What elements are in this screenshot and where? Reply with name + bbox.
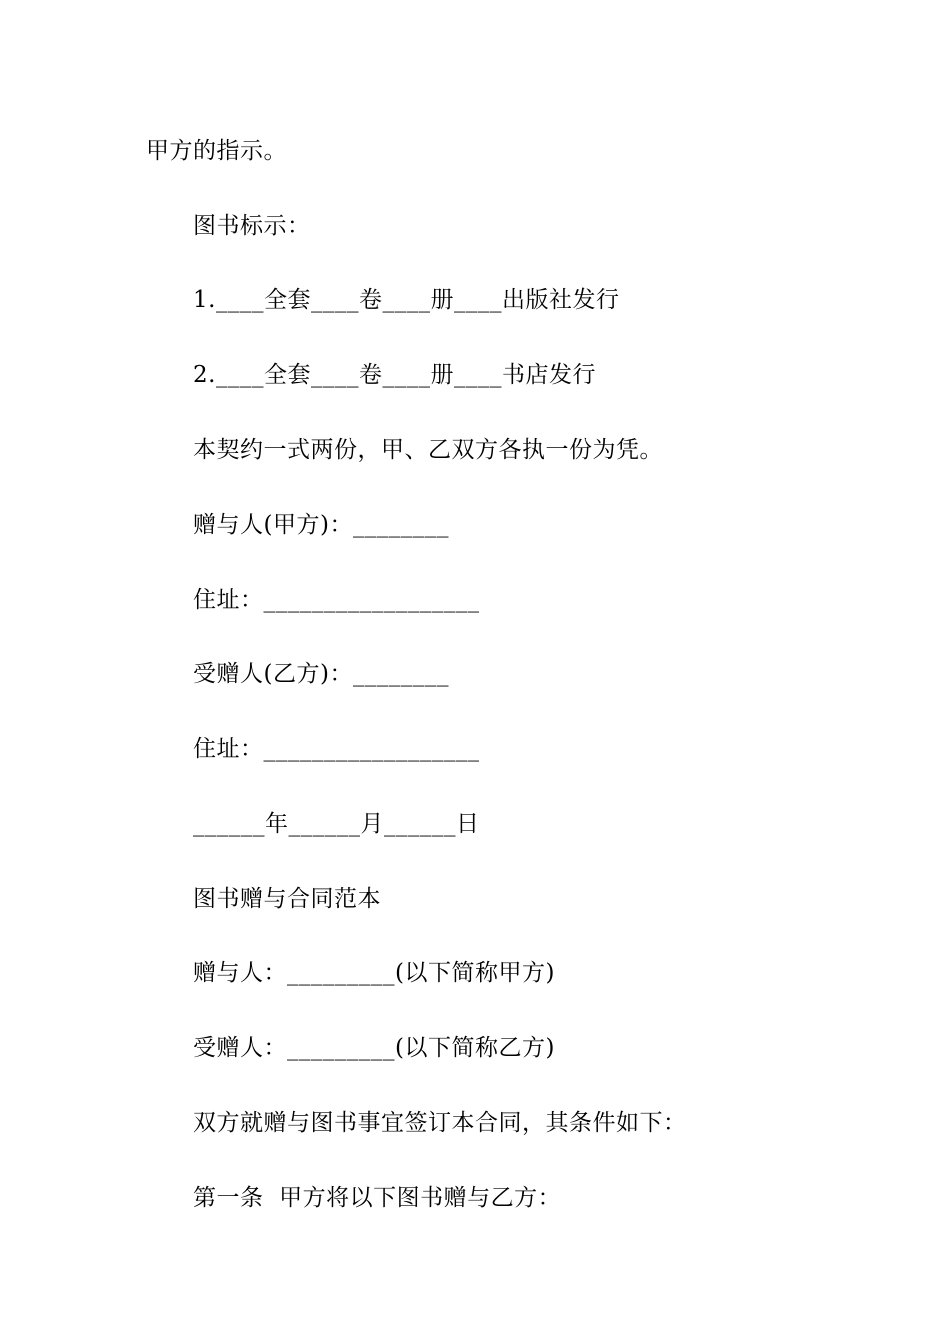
recipient-party-field: 受赠人：_________(以下简称乙方) <box>193 1035 555 1061</box>
date-field: ______年______月______日 <box>193 811 480 837</box>
contract-preamble: 双方就赠与图书事宜签订本合同，其条件如下： <box>193 1110 687 1136</box>
donor-signature-field: 赠与人(甲方)：________ <box>193 512 449 538</box>
book-label-heading: 图书标示： <box>193 213 311 239</box>
contract-title: 图书赠与合同范本 <box>193 886 381 912</box>
donor-address-field: 住址：__________________ <box>193 587 480 613</box>
book-item-1: 1.____全套____卷____册____出版社发行 <box>193 287 620 313</box>
recipient-address-field: 住址：__________________ <box>193 736 480 762</box>
donor-party-field: 赠与人：_________(以下简称甲方) <box>193 960 555 986</box>
book-item-2: 2.____全套____卷____册____书店发行 <box>193 362 596 388</box>
article-one: 第一条 甲方将以下图书赠与乙方： <box>193 1185 562 1211</box>
paragraph-continuation: 甲方的指示。 <box>146 138 287 164</box>
recipient-signature-field: 受赠人(乙方)：________ <box>193 661 449 687</box>
copies-clause: 本契约一式两份，甲、乙双方各执一份为凭。 <box>193 437 663 463</box>
